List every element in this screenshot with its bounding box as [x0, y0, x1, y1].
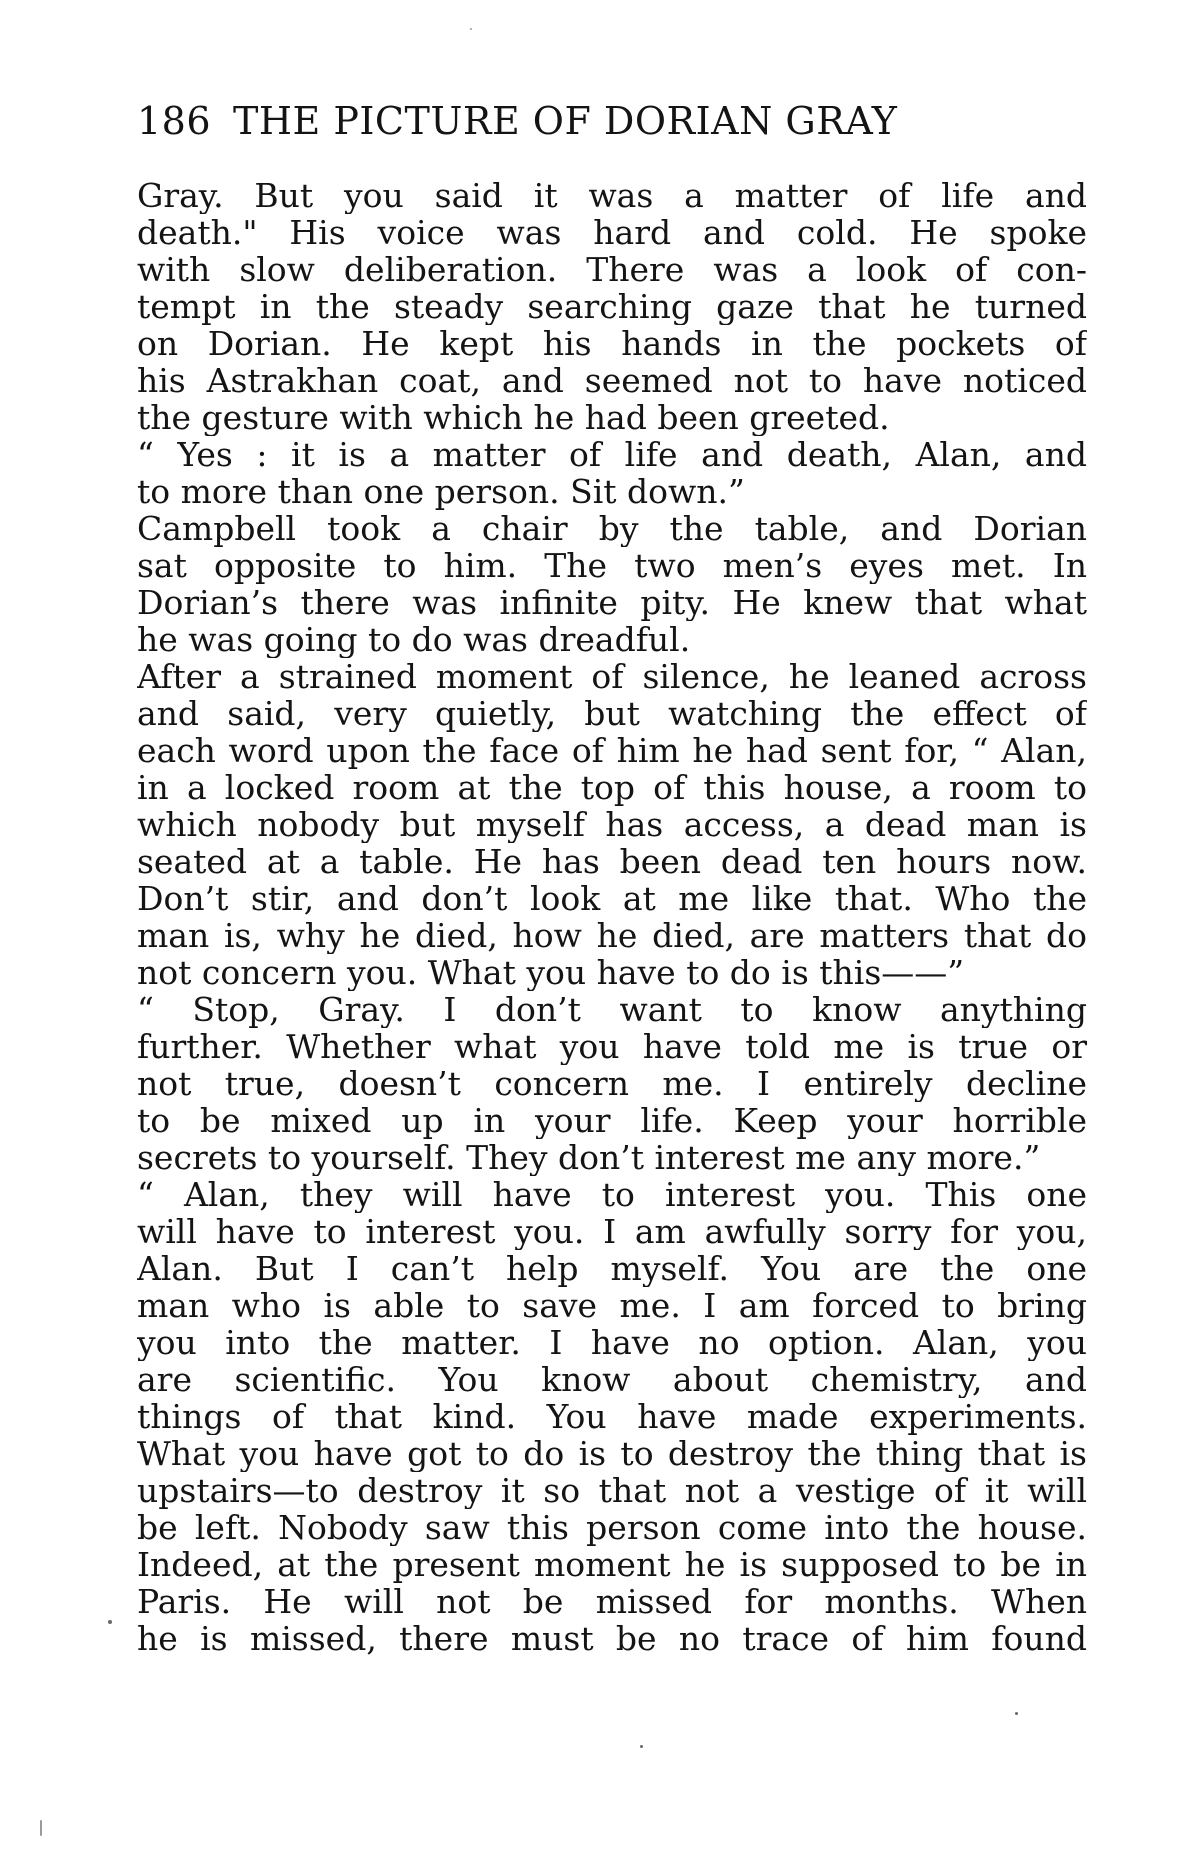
- scan-speck: [470, 28, 472, 30]
- scan-speck: [108, 1620, 112, 1624]
- text-line: upstairs—to destroy it so that not a vestige of it will: [137, 1472, 1087, 1509]
- text-line: he is missed, there must be no trace of him found: [137, 1620, 1087, 1657]
- text-line: After a strained moment of silence, he leaned across: [137, 658, 1087, 695]
- text-line: Indeed, at the present moment he is supposed to be in: [137, 1546, 1087, 1583]
- running-head: [137, 96, 1087, 146]
- text-line: sat opposite to him. The two men’s eyes met. In: [137, 547, 1087, 584]
- text-line: and said, very quietly, but watching the effect of: [137, 695, 1087, 732]
- text-line: the gesture with which he had been greeted.: [137, 399, 890, 436]
- text-line: Gray. But you said it was a matter of life and: [137, 177, 1087, 214]
- text-line: his Astrakhan coat, and seemed not to have noticed: [137, 362, 1087, 399]
- text-line: with slow deliberation. There was a look of con-: [137, 251, 1087, 288]
- page-number: 186: [137, 99, 212, 143]
- text-line: “ Yes : it is a matter of life and death, Alan, and: [137, 436, 1087, 473]
- text-line: further. Whether what you have told me is true or: [137, 1028, 1087, 1065]
- text-line: Alan. But I can’t help myself. You are the one: [137, 1250, 1087, 1287]
- text-line: “ Stop, Gray. I don’t want to know anything: [137, 991, 1087, 1028]
- body-text: [137, 177, 1087, 1657]
- text-line: What you have got to do is to destroy the thing that is: [137, 1435, 1087, 1472]
- text-line: “ Alan, they will have to interest you. This one: [137, 1176, 1087, 1213]
- scan-speck: [640, 1745, 643, 1748]
- text-line: secrets to yourself. They don’t interest me any more.”: [137, 1139, 1041, 1176]
- text-line: on Dorian. He kept his hands in the pockets of: [137, 325, 1087, 362]
- text-line: he was going to do was dreadful.: [137, 621, 691, 658]
- text-line: man who is able to save me. I am forced to bring: [137, 1287, 1087, 1324]
- text-line: be left. Nobody saw this person come into the house.: [137, 1509, 1087, 1546]
- text-line: Paris. He will not be missed for months. When: [137, 1583, 1087, 1620]
- text-line: Don’t stir, and don’t look at me like that. Who the: [137, 880, 1087, 917]
- running-title: THE PICTURE OF DORIAN GRAY: [233, 99, 898, 143]
- text-line: to more than one person. Sit down.”: [137, 473, 745, 510]
- text-line: not true, doesn’t concern me. I entirely decline: [137, 1065, 1087, 1102]
- text-line: Dorian’s there was infinite pity. He knew that what: [137, 584, 1087, 621]
- text-line: will have to interest you. I am awfully sorry for you,: [137, 1213, 1087, 1250]
- scan-speck: [1015, 1712, 1018, 1715]
- text-line: Campbell took a chair by the table, and Dorian: [137, 510, 1087, 547]
- text-line: are scientific. You know about chemistry, and: [137, 1361, 1087, 1398]
- text-line: to be mixed up in your life. Keep your horrible: [137, 1102, 1087, 1139]
- text-line: you into the matter. I have no option. Alan, you: [137, 1324, 1087, 1361]
- text-line: man is, why he died, how he died, are matters that do: [137, 917, 1087, 954]
- text-line: each word upon the face of him he had sent for, “ Alan,: [137, 732, 1087, 769]
- text-line: things of that kind. You have made experiments.: [137, 1398, 1087, 1435]
- text-line: tempt in the steady searching gaze that he turned: [137, 288, 1087, 325]
- scan-speck: [40, 1820, 42, 1836]
- text-line: not concern you. What you have to do is this——”: [137, 954, 965, 991]
- text-line: which nobody but myself has access, a dead man is: [137, 806, 1087, 843]
- text-line: in a locked room at the top of this house, a room to: [137, 769, 1087, 806]
- text-line: seated at a table. He has been dead ten hours now.: [137, 843, 1087, 880]
- text-line: death." His voice was hard and cold. He spoke: [137, 214, 1087, 251]
